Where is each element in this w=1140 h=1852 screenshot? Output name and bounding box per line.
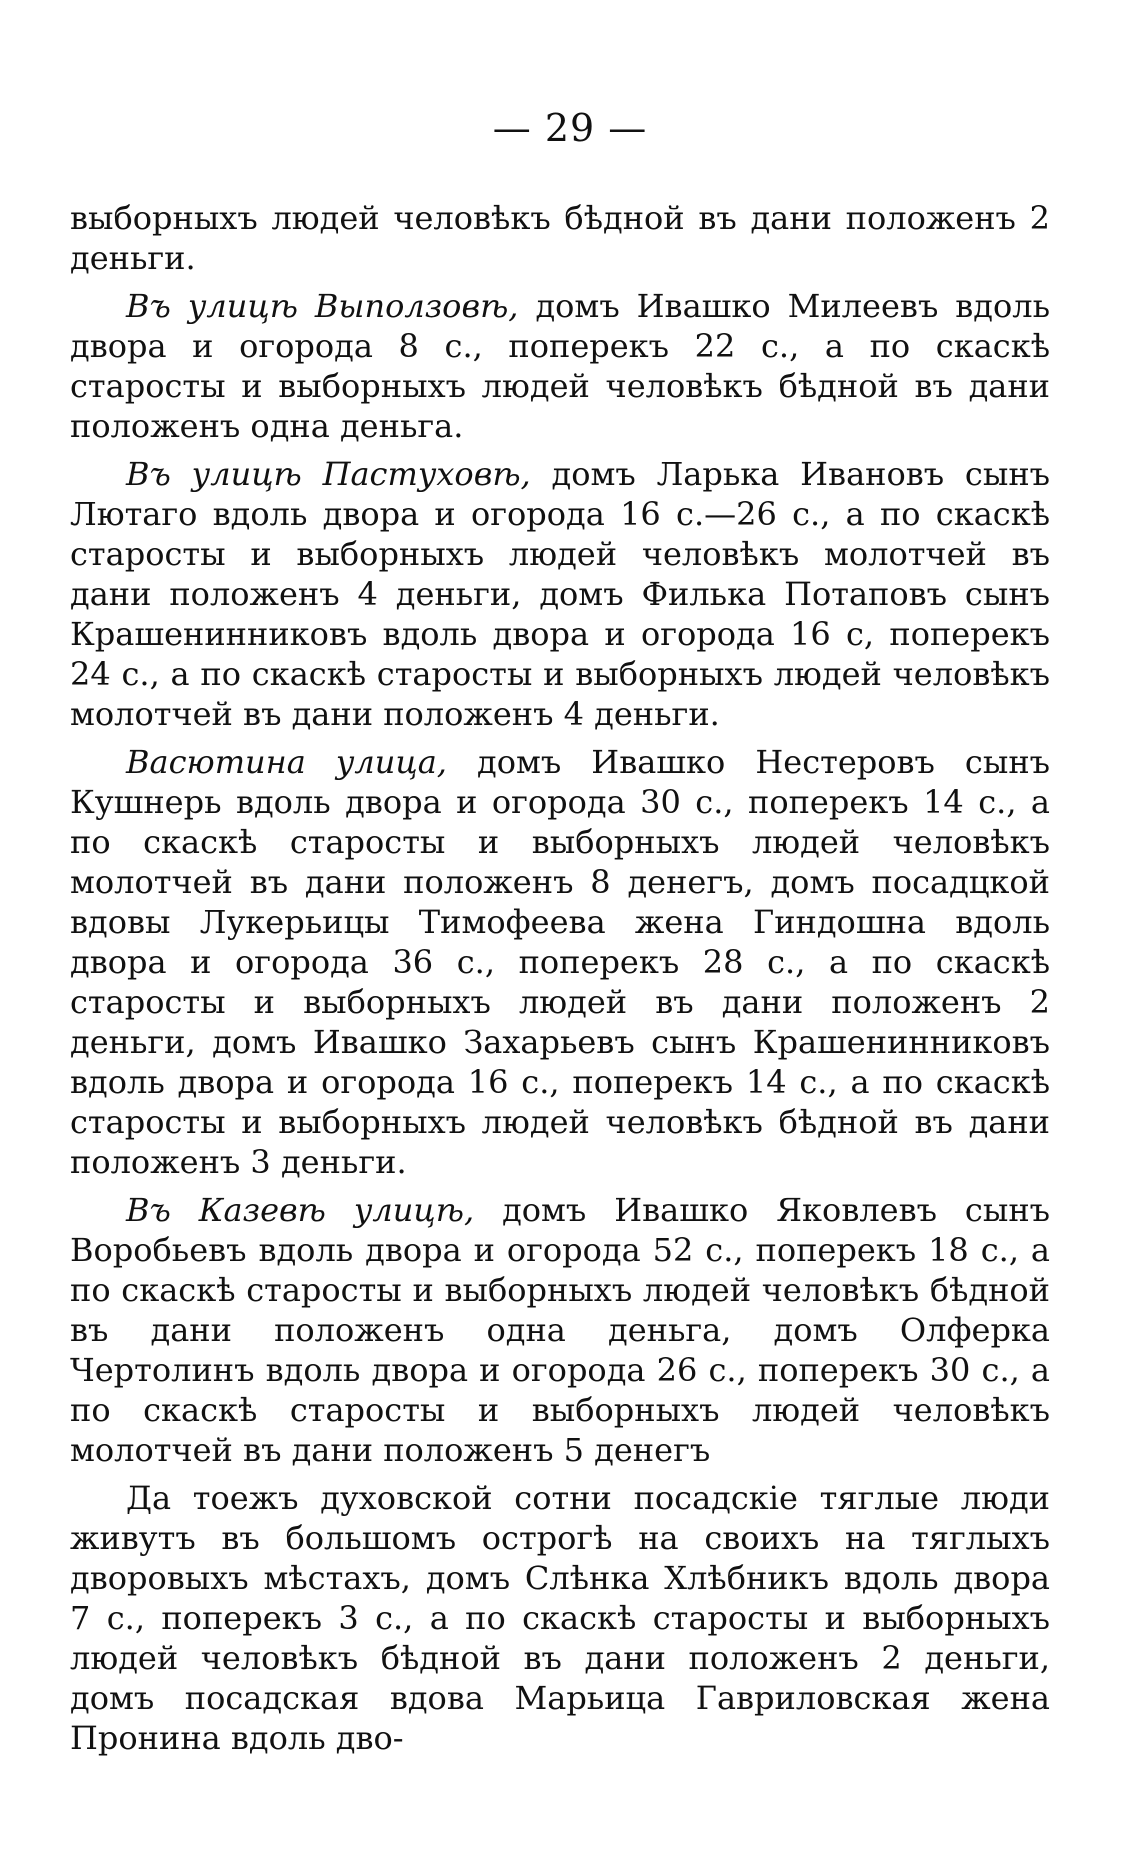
paragraph-continuation — [70, 198, 1050, 278]
paragraph-text: домъ Ивашко Милеевъ вдоль двора и огорода 8 с., поперекъ 22 с., а по скаскѣ старосты и выборныхъ людей человѣкъ бѣдной въ дани положенъ одна деньга. — [70, 287, 1051, 445]
paragraph-text: Да тоежъ духовской сотни посадскіе тяглые люди живутъ въ большомъ острогѣ на своихъ на тяглыхъ дворовыхъ мѣстахъ, домъ Слѣнка Хлѣбникъ вдоль двора 7 с., поперекъ 3 с., а по скаскѣ старосты и выборныхъ людей человѣкъ бѣдной въ дани положенъ 2 деньги, домъ посадская вдова Марьица Гавриловская жена Пронина вдоль дво- — [70, 1479, 1050, 1757]
paragraph-pastukhov-street — [70, 454, 1050, 734]
paragraph-text: выборныхъ людей человѣкъ бѣдной въ дани положенъ 2 деньги. — [70, 199, 1050, 277]
page-number: — 29 — — [492, 106, 648, 150]
street-name: Въ улицѣ Выползовѣ, — [126, 287, 519, 325]
paragraph-text: домъ Ларька Ивановъ сынъ Лютаго вдоль двора и огорода 16 с.—26 с., а по скаскѣ старосты и выборныхъ людей человѣкъ молотчей въ дани положенъ 4 деньги, домъ Филька Потаповъ сынъ Крашенинниковъ вдоль двора и огорода 16 с, поперекъ 24 с., а по скаскѣ старосты и выборныхъ людей человѣкъ молотчей въ дани положенъ 4 деньги. — [70, 455, 1051, 733]
document-body — [70, 198, 1050, 1758]
paragraph-kazev-street — [70, 1190, 1050, 1470]
street-name: Васютина улица, — [126, 743, 447, 781]
paragraph-text: домъ Ивашко Яковлевъ сынъ Воробьевъ вдоль двора и огорода 52 с., поперекъ 18 с., а по скаскѣ старосты и выборныхъ людей человѣкъ бѣдной въ дани положенъ одна деньга, домъ Олферка Чертолинъ вдоль двора и огорода 26 с., поперекъ 30 с., а по скаскѣ старосты и выборныхъ людей человѣкъ молотчей въ дани положенъ 5 денегъ — [70, 1191, 1051, 1469]
paragraph-vypolzov-street — [70, 286, 1050, 446]
paragraph-vasyutina-street — [70, 742, 1050, 1182]
street-name: Въ Казевѣ улицѣ, — [126, 1191, 475, 1229]
paragraph-text: домъ Ивашко Нестеровъ сынъ Кушнерь вдоль двора и огорода 30 с., поперекъ 14 с., а по скаскѣ старосты и выборныхъ людей человѣкъ молотчей въ дани положенъ 8 денегъ, домъ посадцкой вдовы Лукерьицы Тимофеева жена Гиндошна вдоль двора и огорода 36 с., поперекъ 28 с., а по скаскѣ старосты и выборныхъ людей въ дани положенъ 2 деньги, домъ Ивашко Захарьевъ сынъ Крашенинниковъ вдоль двора и огорода 16 с., поперекъ 14 с., а по скаскѣ старосты и выборныхъ людей человѣкъ бѣдной въ дани положенъ 3 деньги. — [70, 743, 1050, 1181]
paragraph-dukhovskaya-sotnya — [70, 1478, 1050, 1758]
street-name: Въ улицѣ Пастуховѣ, — [126, 455, 531, 493]
